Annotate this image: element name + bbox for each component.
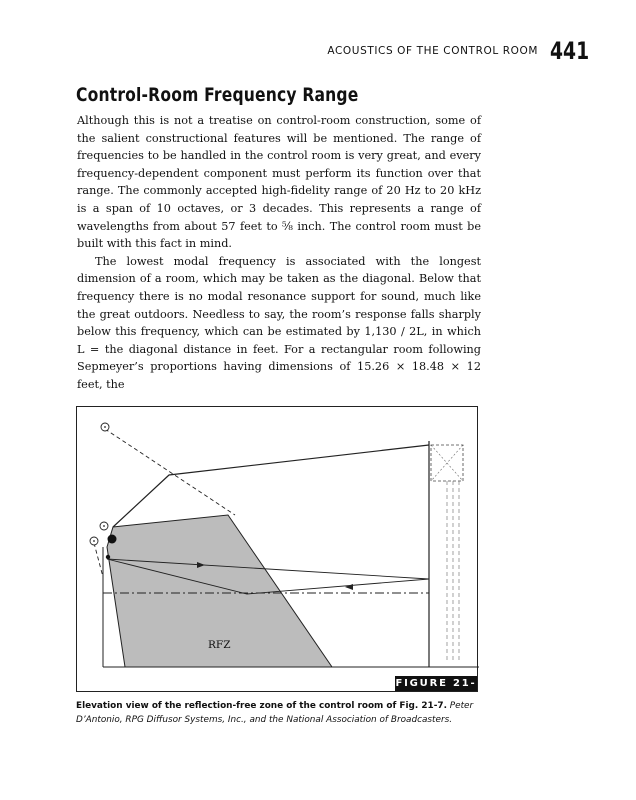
page-number: 441	[549, 37, 589, 65]
running-head: ACOUSTICS OF THE CONTROL ROOM	[327, 45, 538, 57]
figure-caption	[76, 699, 482, 727]
figure-label: FIGURE 21-8	[395, 678, 477, 704]
paragraph: Although this is not a treatise on control-room construction, some of the salient constructional features will be mentioned. The range of frequencies to be handled in the control room is very great, and every frequency-dependent component must perform its function over that range. The commonly accepted high-fidelity range of 20 Hz to 20 kHz is a span of 10 octaves, or 3 decades. This represents a range of wavelengths from about 57 feet to ⅝ inch. The control room must be built with this fact in mind.	[77, 114, 481, 251]
body-text	[77, 112, 481, 394]
caption-credit: Peter D’Antonio, RPG Diffusor Systems, Inc., and the National Association of Broadcasters.	[76, 701, 474, 725]
image-source-ray-upper	[105, 429, 235, 515]
section-title: Control-Room Frequency Range	[76, 84, 359, 106]
rfz-label: RFZ	[208, 639, 231, 651]
ceiling-line	[113, 445, 429, 527]
elevation-diagram	[77, 407, 479, 704]
monitor-speaker	[108, 535, 117, 544]
caption-lead: Elevation view of the reflection-free zone of the control room of Fig. 21-7.	[76, 701, 447, 711]
image-source-ray-lower	[94, 543, 103, 577]
page-header	[0, 37, 636, 70]
figure-21-8	[76, 406, 478, 704]
paragraph: The lowest modal frequency is associated with the longest dimension of a room, which may be taken as the diagonal. Below that frequency there is no modal resonance support for sound, much like the great outdoors. Needless to say, the room’s response falls sharply below this frequency, which can be estimated by 1,130 / 2L, in which L = the diagonal distance in feet. For a rectangular room following Sepmeyer’s proportions having dimensions of 15.26 × 18.48 × 12 feet, the	[77, 254, 481, 391]
speaker-source-point	[106, 555, 110, 559]
